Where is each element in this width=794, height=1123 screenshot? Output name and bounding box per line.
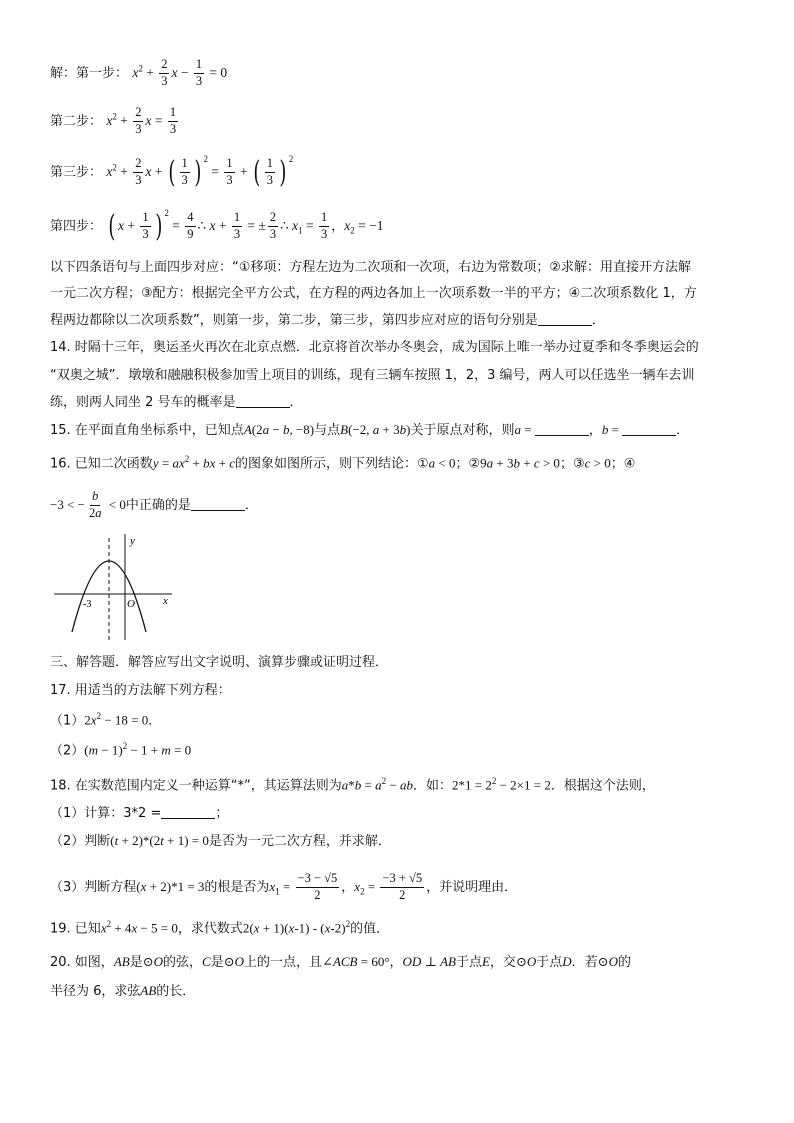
answer-blank-b[interactable]	[622, 423, 676, 436]
q16-line1: 16. 已知二次函数$y = ax^2$ + bx + c的图象如图所示，则下列结论：①a < 0；②9a + 3b + c > 0；③c > 0；④	[50, 454, 636, 472]
parabola-graph	[50, 530, 180, 642]
q13-line2: 一元二次方程；③配方：根据完全平方公式，在方程的两边各加上一次项系数一半的平方；④二次项系数化 1，方	[50, 286, 697, 301]
q14-line2: “双奥之城”．墩墩和融融积极参加雪上项目的训练，现有三辆车按照 1，2，3 编号，两人可以任选坐一辆车去训	[50, 368, 695, 383]
tick-label: -3	[83, 599, 92, 610]
q15: 15. 在平面直角坐标系中，已知点A(2a − b, −8)与点B(−2, a + 3b)关于原点对称，则a = ，b = ．	[50, 422, 690, 438]
answer-blank[interactable]	[236, 395, 290, 408]
q16-line2: −3 < − $\frac{b}{2a}$ < 0中正确的是 ．	[50, 489, 258, 520]
x-axis-label: x	[163, 595, 168, 607]
y-axis-label: y	[130, 535, 135, 547]
origin-label: O	[127, 598, 135, 610]
q20-line1: 20. 如图，AB是⊙O的弦，C是⊙O上的一点，且∠ACB = 60°，OD ⊥ AB于点E，交⊙O于点D．若⊙O的	[50, 954, 631, 970]
q17-part2: $(2)(m - 1)^2 - 1 + m = 0$	[50, 741, 192, 759]
section-heading: 三、解答题．解答应写出文字说明、演算步骤或证明过程．	[50, 655, 389, 670]
q13-line1: 以下四条语句与上面四步对应：“①移项：方程左边为二次项和一次项，右边为常数项；②求解：用直接开方法解	[50, 260, 692, 275]
q13-line3: 程两边都除以二次项系数”，则第一步，第二步，第三步，第四步应对应的语句分别是 ．	[50, 313, 605, 328]
q14-line1: 14. 时隔十三年，奥运圣火再次在北京点燃．北京将首次举办冬奥会，成为国际上唯一举办过夏季和冬季奥运会的	[50, 340, 699, 355]
q18-part2: （2）判断(t + 2)*(2t + 1) = 0是否为一元二次方程，并求解．	[50, 833, 391, 849]
solution-step2: 第二步： $x^2$ + $\frac{2}{3}$ x = $\frac{1}{3}$	[50, 105, 177, 136]
q18-part1: （1）计算：3*2 = ；	[50, 806, 229, 821]
q18-part3: （3）判断方程(x + 2)*1 = 3的根是否为$x_1$ = $\frac{-3 - √5}{2}$ ，$x_2$ = $\frac{-3 + √5}{2}$ ，并说明理由．	[50, 871, 518, 902]
answer-blank[interactable]	[191, 498, 245, 511]
q17-part1: $(1)2x^2 - 18 = 0$．	[50, 711, 162, 729]
answer-blank[interactable]	[161, 806, 215, 819]
q20-line2: 半径为 6，求弦AB的长．	[50, 983, 196, 999]
answer-blank-a[interactable]	[535, 423, 589, 436]
solution-step1: 解：第一步： $x^2$ + $\frac{2}{3}$ x − $\frac{1}{3}$ = 0	[50, 57, 228, 88]
answer-blank[interactable]	[538, 313, 592, 326]
q14-line3: 练，则两人同坐 2 号车的概率是 ．	[50, 395, 303, 410]
q17-title: 17. 用适当的方法解下列方程：	[50, 683, 231, 698]
q18-title: 18. 在实数范围内定义一种运算“*”，其运算法则为$a*b = a^2$ − ab．如：$2*1 = 2^2 - 2\times 1 = 2$．根据这个法则，	[50, 776, 655, 794]
q19: 19. 已知$x^2 + 4x - 5 = 0$，求代数式$2(x + 1)(x-1) - (x-2)^2$的值．	[50, 919, 390, 937]
solution-step3: 第三步： $x^2$ + $\frac{2}{3}$ x + ( $\frac{1}{3}$ ) $^2$ = $\frac{1}{3}$ + ( $\frac{1}{3}$ ) $^2$	[50, 154, 294, 190]
solution-step4: 第四步： ( x + $\frac{1}{3}$ ) $^2$ = $\frac{4}{9}$ ∴ x + $\frac{1}{3}$ = ± $\frac{2}{3}$ ∴ $x_1$ = $\frac{1}{3}$ ，$x_2 = -1$	[50, 208, 384, 244]
